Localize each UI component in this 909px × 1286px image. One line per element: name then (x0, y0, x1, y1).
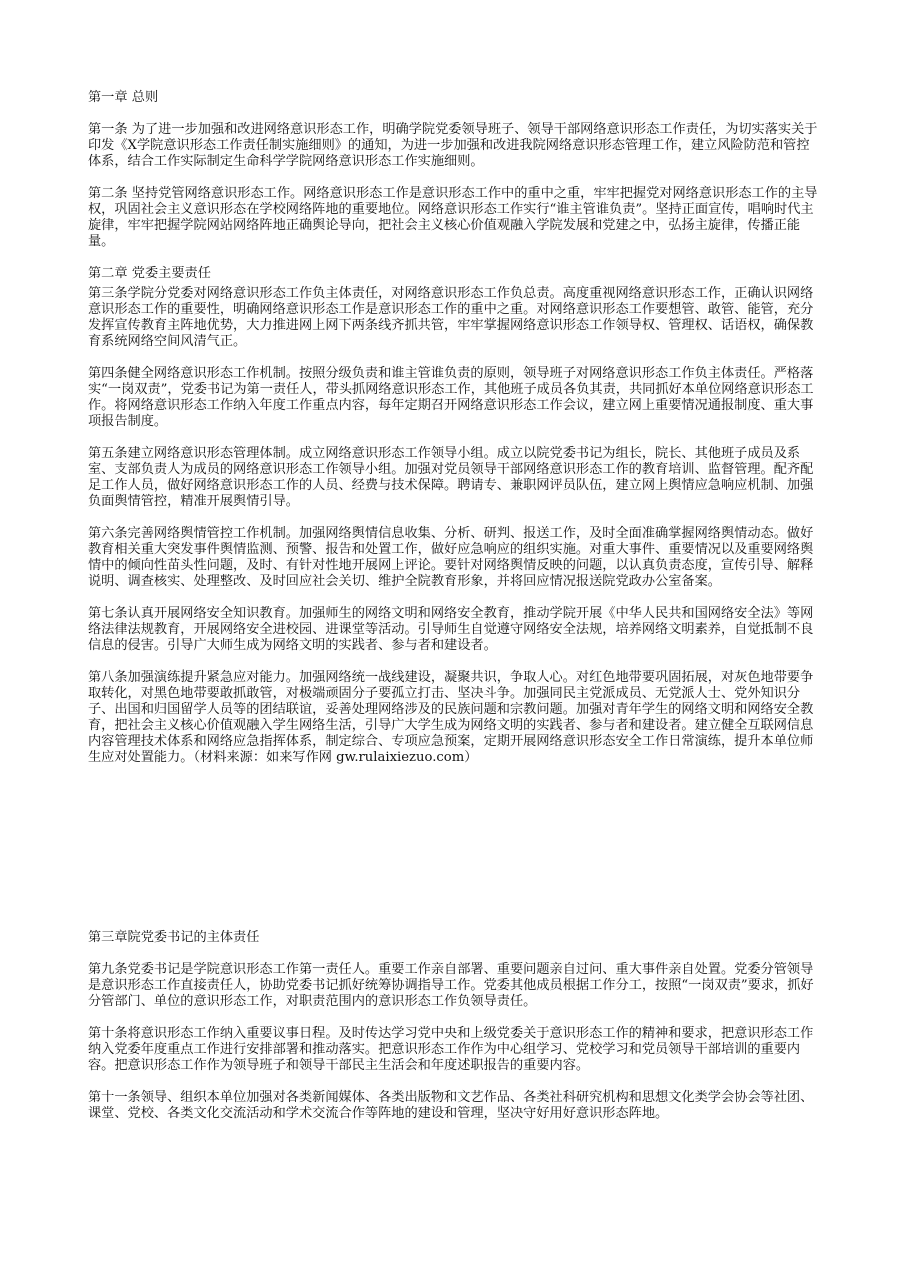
article-11: 第十一条领导、组织本单位加强对各类新闻媒体、各类出版物和文艺作品、各类社科研究机构和思想文化类学会协会等社团、课堂、党校、各类文化交流活动和学术交流合作等阵地的建设和管理，坚决守好用好意识形态阵地。 (88, 1090, 814, 1121)
article-3: 第三条学院分党委对网络意识形态工作负主体责任，对网络意识形态工作负总责。高度重视网络意识形态工作，正确认识网络意识形态工作的重要性，明确网络意识形态工作是意识形态工作的重中之重。对网络意识形态工作要想管、敢管、能管，充分发挥宣传教育主阵地优势，大力推进网上网下两条线齐抓共管，牢牢掌握网络意识形态工作领导权、管理权、话语权，确保教育系统网络空间风清气正。 (88, 286, 814, 349)
article-7: 第七条认真开展网络安全知识教育。加强师生的网络文明和网络安全教育，推动学院开展《中华人民共和国网络安全法》等网络法律法规教育，开展网络安全进校园、进课堂等活动。引导师生自觉遵守网络安全法规，培养网络文明素养，自觉抵制不良信息的侵害。引导广大师生成为网络文明的实践者、参与者和建设者。 (88, 606, 814, 653)
article-4: 第四条健全网络意识形态工作机制。按照分级负责和谁主管谁负责的原则，领导班子对网络意识形态工作负主体责任。严格落实“一岗双责”，党委书记为第一责任人，带头抓网络意识形态工作，其他班子成员各负其责，共同抓好本单位网络意识形态工作。将网络意识形态工作纳入年度工作重点内容，每年定期召开网络意识形态工作会议，建立网上重要情况通报制度、重大事项报告制度。 (88, 366, 814, 429)
article-10: 第十条将意识形态工作纳入重要议事日程。及时传达学习党中央和上级党委关于意识形态工作的精神和要求，把意识形态工作纳入党委年度重点工作进行安排部署和推动落实。把意识形态工作作为中心组学习、党校学习和党员领导干部培训的重要内容。把意识形态工作作为领导班子和领导干部民主生活会和年度述职报告的重要内容。 (88, 1026, 814, 1073)
chapter-3-heading: 第三章院党委书记的主体责任 (88, 930, 260, 945)
article-1: 第一条 为了进一步加强和改进网络意识形态工作，明确学院党委领导班子、领导干部网络意识形态工作责任，为切实落实关于印发《X学院意识形态工作责任制实施细则》的通知，为进一步加强和改进我院网络意识形态管理工作，建立风险防范和管控体系，结合工作实际制定生命科学学院网络意识形态工作实施细则。 (88, 122, 818, 169)
article-5: 第五条建立网络意识形态管理体制。成立网络意识形态工作领导小组。成立以院党委书记为组长，院长、其他班子成员及系室、支部负责人为成员的网络意识形态工作领导小组。加强对党员领导干部网络意识形态工作的教育培训、监督管理。配齐配足工作人员，做好网络意识形态工作的人员、经费与技术保障。聘请专、兼职网评员队伍，建立网上舆情应急响应机制、加强负面舆情管控，精准开展舆情引导。 (88, 446, 814, 509)
chapter-1-heading: 第一章 总则 (88, 90, 159, 105)
chapter-1-body (88, 122, 822, 298)
chapter-2-heading: 第二章 党委主要责任 (88, 266, 211, 281)
article-8: 第八条加强演练提升紧急应对能力。加强网络统一战线建设，凝聚共识，争取人心。对红色地带要巩固拓展，对灰色地带要争取转化，对黑色地带要敢抓敢管，对极端顽固分子要孤立打击、坚决斗争。加强同民主党派成员、无党派人士、党外知识分子、出国和归国留学人员等的团结联谊，妥善处理网络涉及的民族问题和宗教问题。加强对青年学生的网络文明和网络安全教育，把社会主义核心价值观融入学生网络生活，引导广大学生成为网络文明的实践者、参与者和建设者。建立健全互联网信息内容管理技术体系和网络应急指挥体系，制定综合、专项应急预案，定期开展网络意识形态安全工作日常演练，提升本单位师生应对处置能力。（材料来源：如来写作网 gw.rulaixiezuo.com） (88, 670, 814, 765)
article-2: 第二条 坚持党管网络意识形态工作。网络意识形态工作是意识形态工作中的重中之重，牢牢把握党对网络意识形态工作的主导权，巩固社会主义意识形态在学校网络阵地的重要地位。网络意识形态工作实行“谁主管谁负责”。坚持正面宣传，唱响时代主旋律，牢牢把握学院网站网络阵地正确舆论导向，把社会主义核心价值观融入学院发展和党建之中，弘扬主旋律，传播正能量。 (88, 186, 818, 249)
article-9: 第九条党委书记是学院意识形态工作第一责任人。重要工作亲自部署、重要问题亲自过问、重大事件亲自处置。党委分管领导是意识形态工作直接责任人，协助党委书记抓好统筹协调指导工作。党委其他成员根据工作分工，按照“一岗双责”要求，抓好分管部门、单位的意识形态工作，对职责范围内的意识形态工作负领导责任。 (88, 962, 814, 1009)
article-6: 第六条完善网络舆情管控工作机制。加强网络舆情信息收集、分析、研判、报送工作，及时全面准确掌握网络舆情动态。做好教育相关重大突发事件舆情监测、预警、报告和处置工作，做好应急响应的组织实施。对重大事件、重要情况以及重要网络舆情中的倾向性苗头性问题，及时、有针对性地开展网上评论。要针对网络舆情反映的问题，以认真负责态度，宣传引导、解释说明、调查核实、处理整改、及时回应社会关切、维护全院教育形象，并将回应情况报送院党政办公室备案。 (88, 526, 814, 589)
chapter-3-body (88, 930, 822, 1138)
chapter-2-body (88, 286, 822, 782)
